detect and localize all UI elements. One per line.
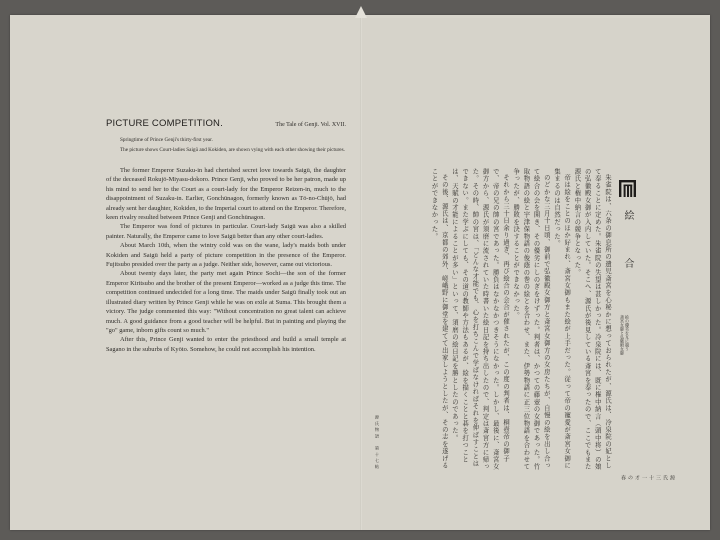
japanese-page (372, 155, 675, 485)
volume-label: The Tale of Genji. Vol. XVII. (275, 122, 346, 128)
center-fold (360, 15, 362, 530)
paragraph: After this, Prince Genji wanted to enter the priesthood and build a small temple at Sagano in the suburbs of Kyōto. Somehow, he could not accomplish his intention. (106, 336, 346, 353)
paragraph: The Emperor was fond of pictures in particular. Court-lady Saigū was also a skilled painter. Naturally, the Emperor came to love Saigū better than any other court-ladies. (106, 223, 346, 240)
page-title: PICTURE COMPETITION. (106, 118, 223, 129)
chapter-label: 源氏三十一才の春 (620, 475, 675, 483)
source-label: 源氏物語 第十七帖 (375, 415, 380, 471)
genji-mon-crest-icon (619, 180, 636, 197)
japanese-body (372, 168, 612, 473)
subtitle-line: The picture shows Court-ladies Saigū and Kokiden, are shown vying with each other showing their pictures. (120, 146, 345, 153)
paragraph: 朱雀院は、六条の御息所の遺児斎宮を心秘かに想っておられたが、源氏は、冷泉院の妃として奉ることに定めた。朱雀院の失望は甚しかった。冷泉院には、既に権中納言（頭中将）の娘の弘徽殿女御が入内していた。そこへ、源氏が後見している斎宮を奉ったので、ここでもまた源氏と権中納言の競争となった。 (573, 168, 611, 471)
english-page (106, 118, 346, 354)
english-header (106, 118, 346, 129)
paper-tear (355, 6, 367, 18)
caption-line: 絵の優劣を互に競う (625, 315, 630, 351)
paragraph: The former Emperor Suzaku-in had cherished secret love towards Saigū, the daughter of the deceased Rokujō-Miyasu-dokoro. Prince Genji, who proved to be her patron, made up his mind to send her to the Court as a court-lady for the Emperor Reizen-in, much to the disappointment of Suzaku-in. Earlier, Gonchūnagon, formerly known as Tō-no-Chūjō, had already sent her daughter, Kokiden, to the Imperial court to attend on the Emperor. Therefore, keen rivalry resulted between Prince Genji and Gonchūnagon. (106, 167, 346, 222)
paragraph: About twenty days later, the party met again Prince Sochi—the son of the former Emperor Kiritsubo and the brother of the present Emperor—worked as a judge this time. The competition continued undecided for a long time. The maids under Saigū finally took out an illustrated diary written by Prince Genji while he was on exile at Suma. This brought them a victory. The judge commented this way: "Without concentration no great talent can achieve much. A good guidance from a good teacher will be helpful. But in painting and playing the "go" game, inborn gifts count so much." (106, 270, 346, 334)
paragraph: それから三十日余り過ぎ、再び絵合の会合が催されたが、この度の判者は、桐壺帝の御子で、帝の兄の帥の宮であった。勝負はなかなかつきそうになかった。しかし、最後に、斎宮女御方から、源氏が須磨に流されていた時書いた絵日記を持ち出したので、判定は斎宮方に帰った。その時、帥の宮は、「どんな才能でも、心を打ちこんで学ばなければそれを伸ばすことはできない。また学ぶにしても、その道の教師や方法もあるが、絵を描くことと碁を打つことは、天賦の才能によることが多い」といって、須磨の絵日記を勝としたのであった。 (450, 168, 509, 471)
caption-line: 斎宮女御と弘徽殿女御 (620, 315, 625, 355)
subtitle-line: Springtime of Prince Genji's thirty-first year. (120, 137, 213, 143)
paragraph: 帝は絵をことのほか好まれ、斎宮女御もまた絵が上手だった。従って帝の寵愛が斎宮女御に集まるのは自然だった。 (552, 168, 571, 470)
paragraph: のどかな三月十日頃、御前で弘徽殿女御方と斎宮女御方の女房たちが、自慢の絵を出し合って絵合の会を開き、その優劣にしのぎをけずった。判者は、かつての藤壺の女御であった。竹取物語の絵と宇津保物語の俊蔭の巻の絵とを合わせ、また、伊勢物語に正三位物語を合わせて争ったが、勝敗を決することができなかった。 (512, 168, 550, 471)
english-body (106, 166, 346, 354)
subtitle-block (120, 137, 346, 154)
paragraph: その後、源氏は、京都の郊外、嵯峨野に御堂を建てて出家しようとしたが、その志を遂げることができなかった。 (430, 168, 448, 470)
japanese-title: 絵合 (622, 210, 633, 306)
paragraph: About March 10th, when the wintry cold was on the wane, lady's maids both under Kokiden and Saigū held a party of picture competition in the presence of the Emperor. Fujitsubo presided over the party as a judge. Neither side, however, came out victorious. (106, 242, 346, 269)
